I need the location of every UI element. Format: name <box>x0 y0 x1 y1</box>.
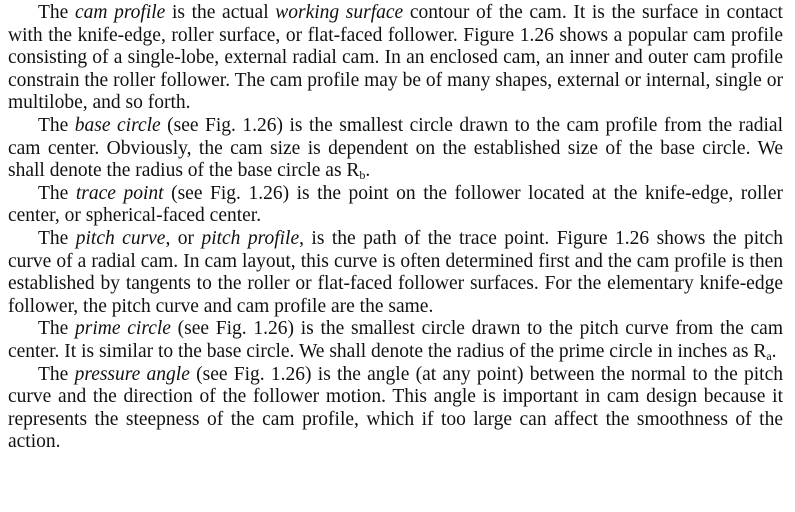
paragraph-pressure-angle <box>8 364 783 454</box>
term-pitch-curve: pitch curve <box>75 227 166 249</box>
subscript-b: b <box>359 168 366 183</box>
text: . <box>365 160 371 182</box>
term-base-circle: base circle <box>74 114 161 136</box>
text: (see Fig. 1.26) is the smallest circle drawn to the cam profile from the radial cam center. Obviously, the cam size is dependent on the established size of the base circle. We shall denote the radius of the base circle as R <box>8 114 783 182</box>
text: The <box>38 318 76 340</box>
term-prime-circle: prime circle <box>75 318 171 340</box>
text: contour of the cam. It is the surface in contact with the knife-edge, roller surface, or flat-faced follower. Figure 1.26 shows a popular cam profile consisting of a single-lobe, external radial cam. In an enclosed cam, an inner and outer cam profile constrain the roller follower. The cam profile may be of many shapes, external or internal, single or multilobe, and so forth. <box>8 2 783 114</box>
text: The <box>38 363 75 385</box>
text: (see Fig. 1.26) is the angle (at any point) between the normal to the pitch curve and the direction of the follower motion. This angle is important in cam design because it represents the steepness of the cam profile, which if too large can affect the smoothness of the action. <box>8 363 783 453</box>
term-cam-profile: cam profile <box>74 2 166 23</box>
term-pressure-angle: pressure angle <box>74 363 190 385</box>
text: The <box>38 227 76 249</box>
term-pitch-profile: pitch profile <box>201 227 300 249</box>
text: The <box>38 182 76 204</box>
paragraph-pitch-curve <box>8 228 783 318</box>
term-working-surface: working surface <box>275 2 404 23</box>
text: , is the path of the trace point. Figure 1.26 shows the pitch curve of a radial cam. In cam layout, this curve is often determined first and the cam profile is then established by tangents to the roller or flat-faced follower surfaces. For the elementary knife-edge follower, the pitch curve and cam profile are the same. <box>8 227 783 317</box>
text: . <box>771 340 777 362</box>
text: is the actual <box>165 2 276 23</box>
text: (see Fig. 1.26) is the smallest circle drawn to the pitch curve from the cam center. It is similar to the base circle. We shall denote the radius of the prime circle in inches as R <box>8 318 783 362</box>
text: , or <box>165 227 202 249</box>
text: The <box>38 2 75 23</box>
paragraph-prime-circle <box>8 318 783 363</box>
subscript-a: a <box>766 348 772 363</box>
paragraph-cam-profile <box>8 2 783 115</box>
text: The <box>38 114 75 136</box>
paragraph-trace-point <box>8 183 783 228</box>
text: (see Fig. 1.26) is the point on the follower located at the knife-edge, roller center, or spherical-faced center. <box>8 182 783 227</box>
paragraph-base-circle <box>8 115 783 183</box>
term-trace-point: trace point <box>75 182 164 204</box>
